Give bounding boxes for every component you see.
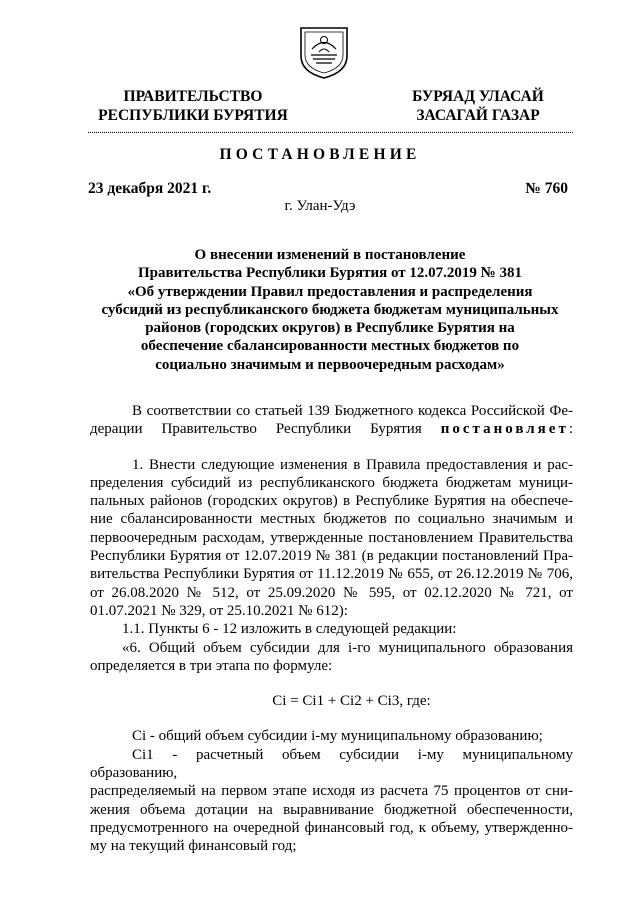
item6-line: «6. Общий объем субсидии для i-го муниципального образования [122,639,573,656]
document-type: ПОСТАНОВЛЕНИЕ [219,146,421,163]
para1-line: от 26.08.2020 № 512, от 25.09.2020 № 595, от 02.12.2020 № 721, от [90,584,573,601]
para1-line: пределения субсидий из республиканского бюджета бюджетам муници- [90,474,573,491]
title-line: социально значимым и первоочередным расходам» [155,356,505,373]
item6-line: определяется в три этапа по формуле: [90,657,333,674]
document-city: г. Улан-Удэ [284,198,356,214]
para1-line: первоочередным расходам, утвержденные постановлением Правительства [90,529,573,546]
item-1-1: 1.1. Пункты 6 - 12 изложить в следующей редакции: [122,621,457,638]
title-line: Правительства Республики Бурятия от 12.07.2019 № 381 [137,265,522,282]
header-right-line: БУРЯАД УЛАСАЙ [412,88,544,105]
para1-line: ние сбалансированности местных бюджетов по социально значимым и [90,511,573,528]
formula: Ci = Ci1 + Ci2 + Ci3, где: [272,693,431,710]
preamble-line [90,420,573,438]
document-body [90,402,573,856]
header-left-line: ПРАВИТЕЛЬСТВО [123,88,263,105]
title-line: субсидий из республиканского бюджета бюджетам муниципальных [101,301,559,318]
header-left [88,87,298,125]
preamble-text: дерации Правительство Республики Бурятия [90,421,441,438]
title-line: «Об утверждении Правил предоставления и распределения [127,283,533,300]
paragraph-gap [90,710,573,727]
dotted-divider [88,132,573,133]
definition-ci1-line: му на текущий финансовый год; [90,838,297,855]
title-line: О внесении изменений в постановление [194,247,466,263]
para1-line: пальных районов (городских округов) в Республике Бурятия на обеспече- [90,493,573,510]
para1-line: Республики Бурятия от 12.07.2019 № 381 (в редакции постановлений Пра- [90,548,573,565]
title-line: районов (городских округов) в Республике Бурятия на [145,320,515,337]
header-right [384,87,572,125]
definition-ci1-line: Ci1 - расчетный объем субсидии i-му муниципальному образованию, [90,746,573,782]
paragraph-gap [90,439,573,456]
paragraph-gap [90,675,573,692]
para1-line: 01.07.2021 № 329, от 25.10.2021 № 612): [90,602,348,619]
header-left-line: РЕСПУБЛИКИ БУРЯТИЯ [98,107,288,124]
definition-ci1-line: жения объема дотации на выравнивание бюджетной обеспеченности, [90,801,573,818]
preamble-line: В соответствии со статьей 139 Бюджетного кодекса Российской Фе- [132,403,573,419]
document-title [80,246,580,374]
para1-line: вительства Республики Бурятия от 11.12.2019 № 655, от 26.12.2019 № 706, [90,566,573,583]
title-line: обеспечение сбалансированности местных бюджетов по [140,338,520,355]
header-right-line: ЗАСАГАЙ ГАЗАР [416,107,540,124]
coat-of-arms-emblem [297,22,351,80]
para1-line: 1. Внести следующие изменения в Правила предоставления и рас- [132,456,573,473]
definition-ci1-line: распределяемый на первом этапе исходя из расчета 75 процентов от сни- [90,783,573,800]
preamble-colon: : [568,421,573,438]
definition-ci: Ci - общий объем субсидии i-му муниципальному образованию; [132,728,543,745]
definition-ci1-line: предусмотренного на очередной финансовый год, к объему, утвержденно- [90,819,573,836]
document-date: 23 декабря 2021 г. [88,180,212,197]
document-number: № 760 [525,180,568,197]
preamble-emphasis: постановляет [440,421,569,438]
